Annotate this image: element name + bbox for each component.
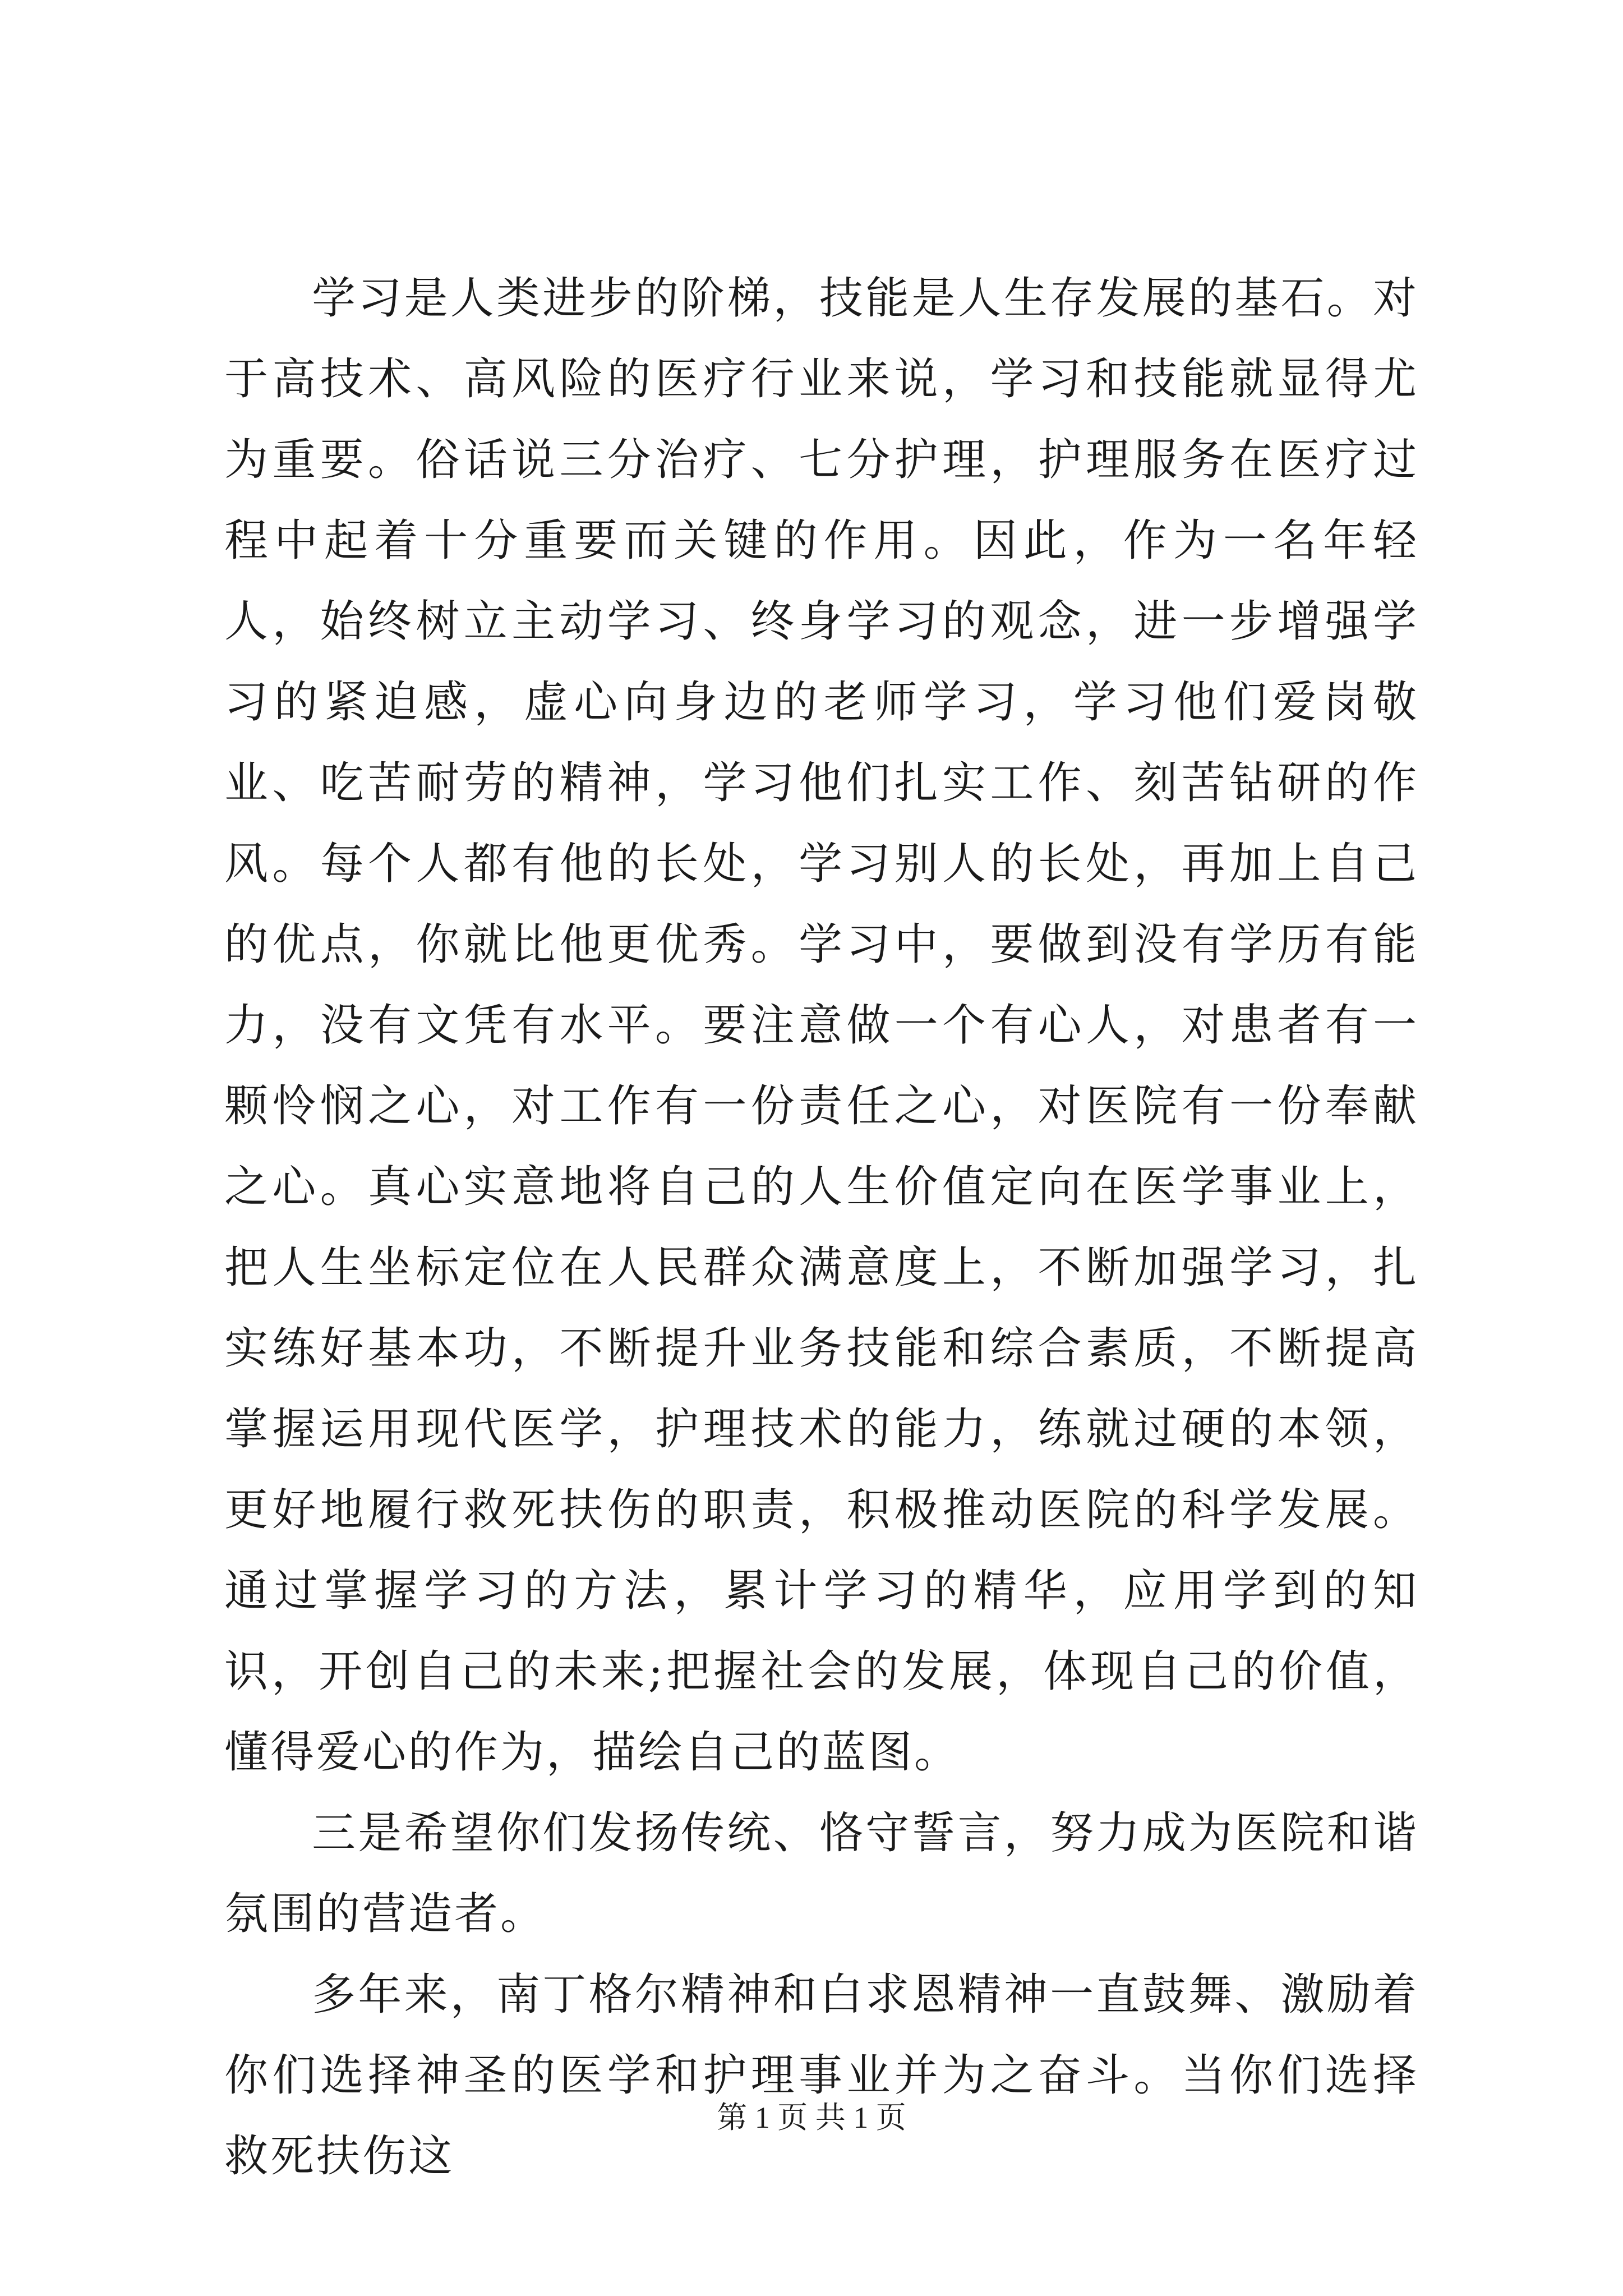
paragraph-nightingale: 多年来，南丁格尔精神和白求恩精神一直鼓舞、激励着你们选择神圣的医学和护理事业并为之奋斗。当你们选择救死扶伤这 xyxy=(224,1970,1419,2182)
paragraph-learning: 学习是人类进步的阶梯，技能是人生存发展的基石。对于高技术、高风险的医疗行业来说，学习和技能就显得尤为重要。俗话说三分治疗、七分护理，护理服务在医疗过程中起着十分重要而关键的作用。因此，作为一名年轻人，始终树立主动学习、终身学习的观念，进一步增强学习的紧迫感，虚心向身边的老师学习，学习他们爱岗敬业、吃苦耐劳的精神，学习他们扎实工作、刻苦钻研的作风。每个人都有他的长处，学习别人的长处，再加上自己的优点，你就比他更优秀。学习中，要做到没有学历有能力，没有文凭有水平。要注意做一个有心人，对患者有一颗怜悯之心，对工作有一份责任之心，对医院有一份奉献之心。真心实意地将自己的人生价值定向在医学事业上，把人生坐标定位在人民群众满意度上，不断加强学习，扎实练好基本功，不断提升业务技能和综合素质，不断提高掌握运用现代医学，护理技术的能力，练就过硬的本领，更好地履行救死扶伤的职责，积极推动医院的科学发展。通过掌握学习的方法，累计学习的精华，应用学到的知识，开创自己的未来;把握社会的发展，体现自己的价值，懂得爱心的作为，描绘自己的蓝图。 xyxy=(224,273,1419,1778)
document-body xyxy=(224,258,1419,2197)
paragraph-tradition: 三是希望你们发扬传统、恪守誓言，努力成为医院和谐氛围的营造者。 xyxy=(224,1808,1419,1939)
page-footer: 第 1 页 共 1 页 xyxy=(717,2101,906,2134)
